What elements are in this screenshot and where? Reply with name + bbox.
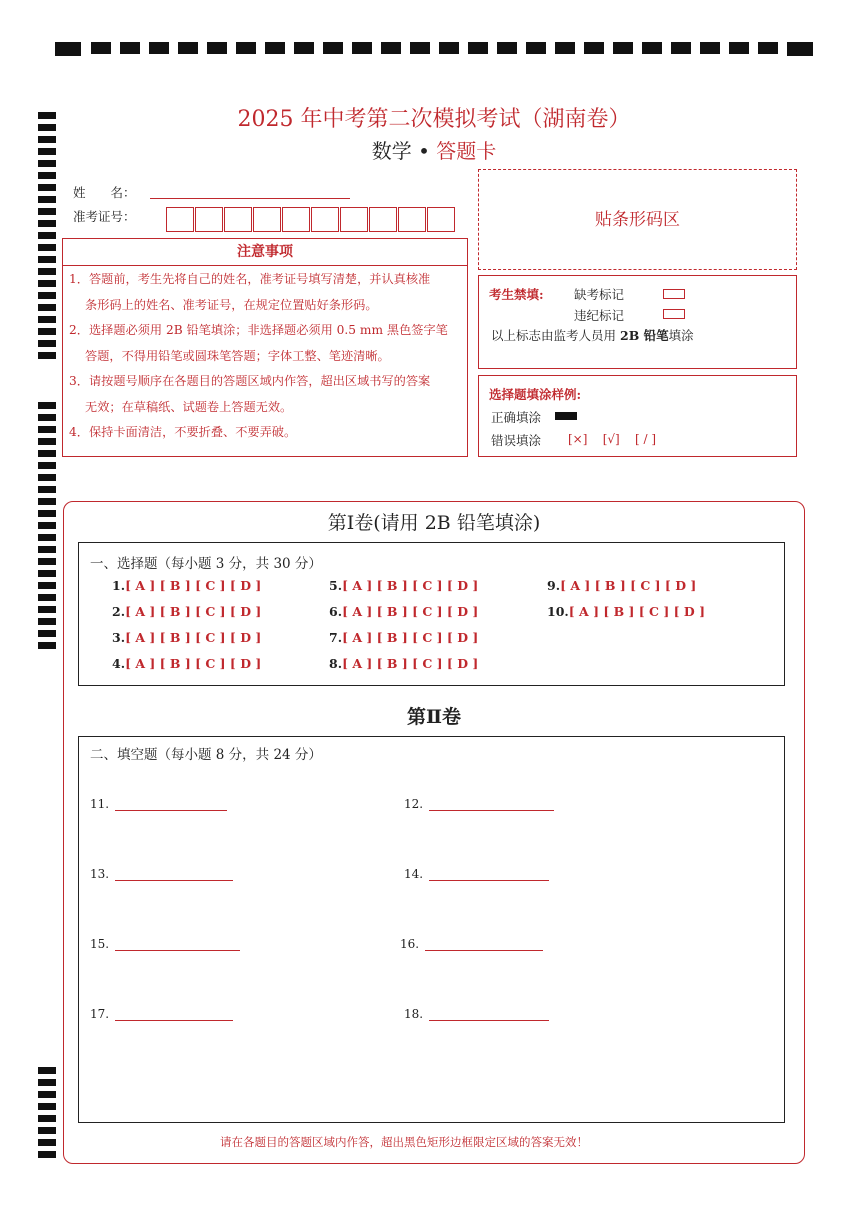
fill-question [90,797,227,811]
sample-title: 选择题填涂样例: [489,387,582,402]
subtitle [0,135,868,164]
sample-box [478,375,797,457]
fill-question [404,867,549,881]
answer-blank[interactable] [115,938,240,951]
fill-section-box [78,736,785,1123]
timing-mark [38,352,56,359]
question-number: 1. [112,578,126,593]
notice-line: 2．选择题必须用 2B 铅笔填涂；非选择题必须用 0.5 mm 黑色签字笔 [69,323,448,337]
timing-mark [38,196,56,203]
notice-line: 答题，不得用铅笔或圆珠笔答题；字体工整、笔迹清晰。 [69,348,390,363]
timing-mark [38,402,56,409]
choice-question[interactable] [329,656,478,671]
question-number: 16. [400,937,420,951]
exam-number-cell[interactable] [340,207,368,232]
exam-number-cell[interactable] [427,207,455,232]
timing-mark [38,1079,56,1086]
notice-line: 无效；在草稿纸、试题卷上答题无效。 [69,399,293,414]
absent-mark-box[interactable] [663,289,685,299]
notice-line: 4．保持卡面清洁，不要折叠、不要弄破。 [69,425,297,439]
barcode-area [478,169,797,270]
timing-mark [38,606,56,613]
notice-line: 3．请按题号顺序在各题目的答题区域内作答，超出区域书写的答案 [69,374,431,388]
exam-number-cell[interactable] [369,207,397,232]
question-number: 15. [90,937,110,951]
wrong-marks: [×] [√] [ / ] [568,432,657,446]
timing-mark [38,208,56,215]
answer-blank[interactable] [115,1008,233,1021]
option-bubbles[interactable]: [ A ] [ B ] [ C ] [ D ] [568,604,705,619]
exam-number-cell[interactable] [195,207,223,232]
fill-question [404,797,554,811]
correct-label: 正确填涂 [491,410,542,425]
timing-mark [38,594,56,601]
exam-number-cells[interactable] [166,207,456,233]
absent-label: 缺考标记 [574,287,625,302]
question-number: 10. [547,604,569,619]
choice-question[interactable] [329,604,478,619]
timing-mark [38,426,56,433]
notice-title: 注意事项 [63,239,467,266]
forbidden-note: 以上标志由监考人员用 2B 铅笔填涂 [491,328,694,343]
exam-number-cell[interactable] [224,207,252,232]
fill-question [404,1007,549,1021]
choice-question[interactable] [547,578,696,593]
choice-question[interactable] [329,630,478,645]
exam-number-cell[interactable] [398,207,426,232]
exam-number-cell[interactable] [253,207,281,232]
timing-mark [38,280,56,287]
exam-number-cell[interactable] [282,207,310,232]
timing-mark [38,1115,56,1122]
question-number: 17. [90,1007,110,1021]
timing-mark [38,292,56,299]
timing-mark [38,642,56,649]
name-label: 姓 名： [73,185,136,200]
top-timing-marks [55,42,815,56]
timing-mark [38,340,56,347]
violation-mark-box[interactable] [663,309,685,319]
answer-blank[interactable] [115,868,233,881]
option-bubbles[interactable]: [ A ] [ B ] [ C ] [ D ] [125,630,262,645]
answer-blank[interactable] [429,1008,549,1021]
answer-blank[interactable] [429,798,554,811]
timing-mark [38,414,56,421]
timing-mark [38,1103,56,1110]
choice-question[interactable] [112,630,261,645]
forbidden-box [478,275,797,369]
question-number: 6. [329,604,343,619]
timing-mark [38,558,56,565]
question-number: 8. [329,656,343,671]
option-bubbles[interactable]: [ A ] [ B ] [ C ] [ D ] [125,656,262,671]
question-number: 7. [329,630,343,645]
option-bubbles[interactable]: [ A ] [ B ] [ C ] [ D ] [342,578,479,593]
timing-mark [38,304,56,311]
timing-mark [38,486,56,493]
part1-title: 第Ⅰ卷(请用 2B 铅笔填涂) [327,512,541,534]
timing-mark [38,630,56,637]
question-number: 13. [90,867,110,881]
question-number: 4. [112,656,126,671]
option-bubbles[interactable]: [ A ] [ B ] [ C ] [ D ] [342,656,479,671]
wrong-label: 错误填涂 [491,433,542,448]
choice-question[interactable] [112,578,261,593]
timing-mark [38,570,56,577]
notice-line: 条形码上的姓名、准考证号，在规定位置贴好条形码。 [69,297,378,312]
fill-question [90,1007,233,1021]
subject: 数学 [371,139,412,163]
part2-title: 第Ⅱ卷 [406,706,461,728]
answer-blank[interactable] [429,868,549,881]
question-number: 18. [404,1007,424,1021]
timing-mark [38,618,56,625]
timing-mark [38,1151,56,1158]
exam-number-cell[interactable] [311,207,339,232]
timing-mark [38,534,56,541]
timing-mark [38,438,56,445]
answer-blank[interactable] [115,798,227,811]
barcode-label: 贴条形码区 [595,210,680,230]
choice-question[interactable] [547,604,705,619]
question-number: 12. [404,797,424,811]
violation-label: 违纪标记 [574,308,625,323]
timing-mark [38,316,56,323]
timing-mark [38,546,56,553]
option-bubbles[interactable]: [ A ] [ B ] [ C ] [ D ] [342,630,479,645]
separator-dot: • [418,139,430,163]
option-bubbles[interactable]: [ A ] [ B ] [ C ] [ D ] [560,578,697,593]
question-number: 5. [329,578,343,593]
question-number: 3. [112,630,126,645]
timing-mark [38,172,56,179]
question-number: 9. [547,578,561,593]
question-number: 11. [90,797,110,811]
timing-mark [38,450,56,457]
forbidden-title: 考生禁填: [489,287,544,302]
choice-section-title: 一、选择题（每小题 3 分，共 30 分） [90,556,322,572]
answer-blank[interactable] [425,938,543,951]
correct-fill-sample [555,412,577,420]
exam-title: 2025 年中考第二次模拟考试（湖南卷） [237,107,631,132]
fill-question [90,867,233,881]
timing-mark [38,328,56,335]
left-timing-marks [38,112,58,1172]
fill-question [400,937,543,951]
fill-question [90,937,240,951]
fill-section-title: 二、填空题（每小题 8 分，共 24 分） [90,747,322,763]
timing-mark [38,232,56,239]
timing-mark [38,498,56,505]
choice-question[interactable] [112,604,261,619]
timing-mark [38,462,56,469]
name-input-line[interactable] [150,198,350,199]
exam-number-cell[interactable] [166,207,194,232]
timing-mark [38,256,56,263]
footer-note: 请在各题目的答题区域内作答，超出黑色矩形边框限定区域的答案无效！ [220,1135,588,1149]
choice-question[interactable] [112,656,261,671]
exam-number-label: 准考证号： [73,209,136,224]
card-label: 答题卡 [436,139,497,163]
option-bubbles[interactable]: [ A ] [ B ] [ C ] [ D ] [125,604,262,619]
timing-mark [38,268,56,275]
question-number: 14. [404,867,424,881]
notice-line: 1．答题前，考生先将自己的姓名，准考证号填写清楚，并认真核准 [69,272,431,286]
timing-mark [38,244,56,251]
timing-mark [38,1091,56,1098]
timing-mark [38,1127,56,1134]
notice-list [69,267,448,446]
choice-question[interactable] [329,578,478,593]
timing-mark [38,220,56,227]
option-bubbles[interactable]: [ A ] [ B ] [ C ] [ D ] [125,578,262,593]
notice-box [62,238,468,457]
option-bubbles[interactable]: [ A ] [ B ] [ C ] [ D ] [342,604,479,619]
timing-mark [38,582,56,589]
timing-mark [38,184,56,191]
question-number: 2. [112,604,126,619]
timing-mark [38,1067,56,1074]
timing-mark [38,474,56,481]
